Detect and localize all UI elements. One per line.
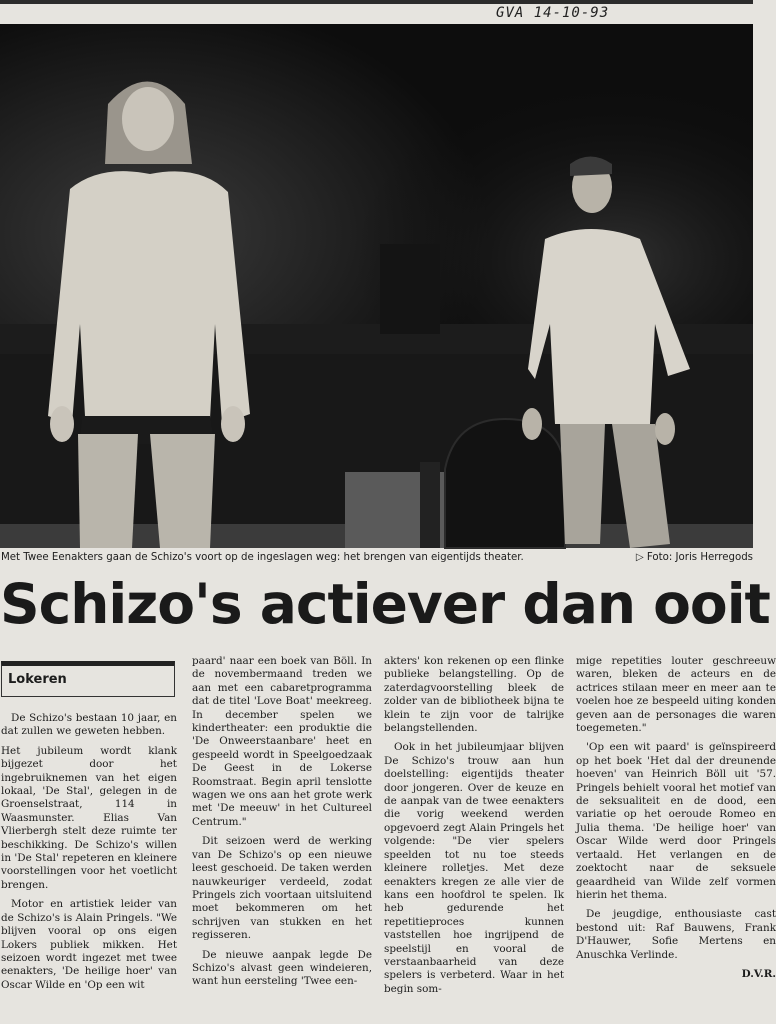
paragraph: Motor en artistiek leider van de Schizo's is Alain Pringels. "We blijven vooral op ons eigen Lokers publiek mikken. Het seizoen wordt ingezet met twee eenakters, 'De heilige hoer' van Oscar Wilde en 'Op een wit [1, 898, 177, 991]
article-column-2 [192, 655, 372, 995]
top-rule [0, 0, 753, 4]
paragraph: De nieuwe aanpak legde De Schizo's alvast geen windeieren, want hun eersteling 'Twee een- [192, 948, 372, 988]
handwritten-date-note: GVA 14-10-93 [496, 5, 610, 21]
location-kicker: Lokeren [1, 661, 175, 697]
paragraph: paard' naar een boek van Böll. In de novembermaand treden we aan met een cabaretprogramma dat de titel 'Love Boat' meekreeg. In december spelen we kindertheater: een produktie die 'De Onweerstaanbare' heet en gespeeld wordt in Speelgoedzaak De Geest in de Lokerse Roomstraat. Begin april tenslotte wagen we ons aan het grote werk met 'De meeuw' in het Cultureel Centrum." [192, 655, 372, 828]
paragraph: mige repetities louter geschreeuw waren, bleken de acteurs en de actrices stilaan meer en meer aan te voelen hoe ze bespeeld uiting konden geven aan de personages die waren toegemeten." [576, 655, 776, 735]
paragraph: Dit seizoen werd de werking van De Schizo's op een nieuwe leest geschoeid. De taken werden nauwkeuriger verdeeld, zodat Pringels zich voortaan uitsluitend moet bekommeren om het schrijven van stukken en het regisseren. [192, 835, 372, 942]
caption-text: Met Twee Eenakters gaan de Schizo's voort op de ingeslagen weg: het brengen van eigentijds theater. [1, 552, 524, 563]
stage-photo [0, 24, 753, 548]
photo-caption [0, 548, 753, 568]
article-column-4 [576, 655, 776, 987]
article-column-1 [1, 712, 177, 998]
paragraph: 'Op een wit paard' is geïnspireerd op het boek 'Het dal der dreunende hoeven' van Heinrich Böll uit '57. Pringels behielt vooral het motief van de seksualiteit en de dood, een variatie op het oeroude Romeo en Julia thema. 'De heilige hoer' van Oscar Wilde werd door Pringels vertaald. Het verlangen en de zoektocht naar de seksuele geaardheid van Wilde zelf vormen hierin het thema. [576, 741, 776, 901]
photo-credit: ▷ Foto: Joris Herregods [635, 552, 753, 563]
paragraph: De Schizo's bestaan 10 jaar, en dat zullen we geweten hebben. [1, 712, 177, 738]
headline: Schizo's actiever dan ooit [0, 572, 770, 636]
paragraph: akters' kon rekenen op een flinke publieke belangstelling. Op de zaterdagvoorstelling bleek de zolder van de bibliotheek bijna te klein te zijn voor de talrijke belangstellenden. [384, 655, 564, 735]
paragraph: Het jubileum wordt klank bijgezet door het ingebruiknemen van het eigen lokaal, 'De Stal', gelegen in de Groenselstraat, 114 in Waasmunster. Elias Van Vlierbergh stelt deze ruimte ter beschikking. De Schizo's willen in 'De Stal' repeteren en kleinere voorstellingen voor het voetlicht brengen. [1, 744, 177, 891]
paragraph: Ook in het jubileumjaar blijven De Schizo's trouw aan hun doelstelling: eigentijds theater door jongeren. Over de keuze en de aanpak van de twee eenakters die vorig weekend werden opgevoerd zegt Alain Pringels het volgende: "De vier spelers speelden tot nu toe steeds kleinere rolletjes. Met deze eenakters kregen ze alle vier de kans een hoofdrol te spelen. Ik heb gedurende het repetitieproces kunnen vaststellen hoe ingrijpend de speelstijl en vooral de verstaanbaarheid van deze spelers is verbeterd. Waar in het begin som- [384, 741, 564, 995]
author-signature: D.V.R. [741, 967, 776, 980]
article-column-3 [384, 655, 564, 1002]
paragraph: De jeugdige, enthousiaste cast bestond uit: Raf Bauwens, Frank D'Hauwer, Sofie Mertens en Anuschka Verlinde. [576, 908, 776, 961]
stage-photo-illustration [0, 24, 753, 548]
